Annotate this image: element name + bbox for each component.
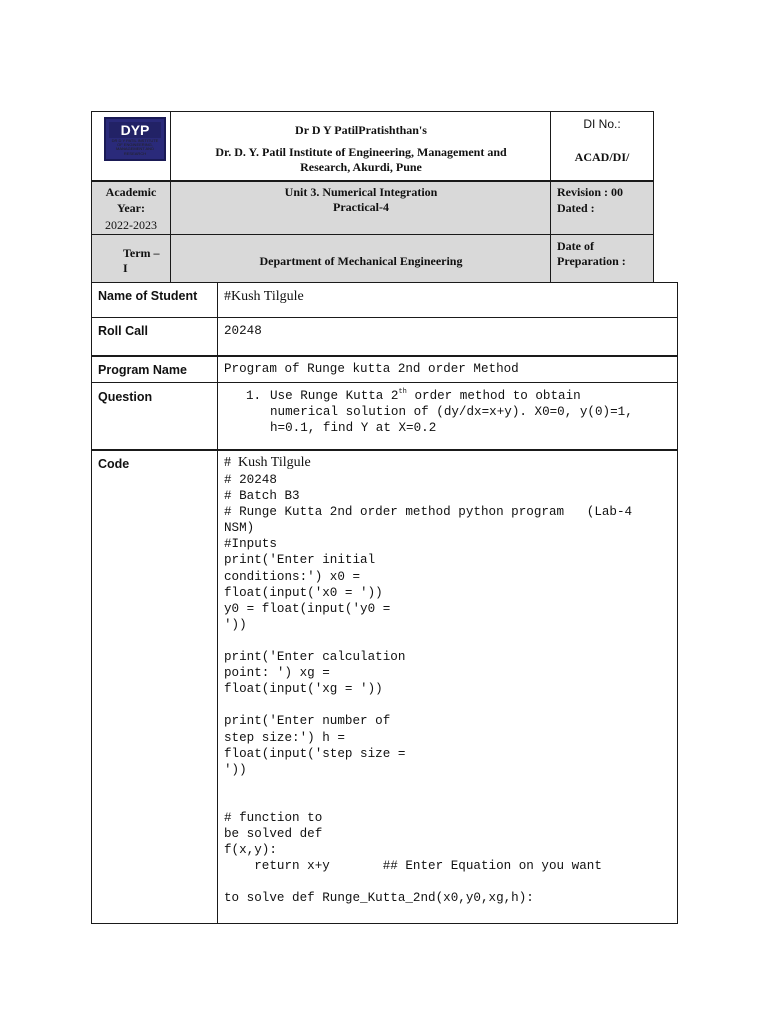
question-superscript: th <box>398 388 407 396</box>
code-label: Code <box>98 457 130 471</box>
question-line1 <box>270 388 581 404</box>
di-no-label: DI No.: <box>583 117 621 131</box>
code-line: float(input('step size = <box>224 746 406 761</box>
roll-label: Roll Call <box>98 324 149 338</box>
question-number: 1. <box>246 389 262 403</box>
code-line: #Inputs <box>224 537 277 552</box>
code-line: # Batch B3 <box>224 489 300 504</box>
code-line: y0 = float(input('y0 = <box>224 601 391 616</box>
code-line: NSM) <box>224 521 255 536</box>
code-first-line: # Kush Tilgule <box>224 455 311 470</box>
department: Department of Mechanical Engineering <box>259 254 463 268</box>
student-label: Name of Student <box>98 289 198 303</box>
code-line: point: ') xg = <box>224 666 330 681</box>
code-line: float(input('x0 = ')) <box>224 585 383 600</box>
code-line <box>224 633 676 649</box>
code-line: be solved def <box>224 827 323 842</box>
trust-name: Dr D Y PatilPratishthan's <box>295 123 427 137</box>
question-line3: h=0.1, find Y at X=0.2 <box>270 421 437 435</box>
institute-name-line1: Dr. D. Y. Patil Institute of Engineering, Management and <box>215 145 507 159</box>
roll-value: 20248 <box>224 324 262 338</box>
code-line <box>224 778 676 794</box>
student-value: #Kush Tilgule <box>224 289 304 304</box>
code-line: to solve def Runge_Kutta_2nd(x0,y0,xg,h): <box>224 891 534 906</box>
code-line: print('Enter initial <box>224 553 376 568</box>
practical-title: Practical-4 <box>333 200 389 214</box>
code-line: f(x,y): <box>224 843 277 858</box>
code-line: ')) <box>224 617 247 632</box>
code-line: # function to <box>224 810 323 825</box>
term-label-2: I <box>123 261 128 275</box>
code-line: return x+y ## Enter Equation on you want <box>224 859 602 874</box>
date-of-preparation-2: Preparation : <box>557 254 626 268</box>
code-line: # Runge Kutta 2nd order method python program (Lab-4 <box>224 505 633 520</box>
code-line: print('Enter calculation <box>224 650 406 665</box>
date-of-preparation-1: Date of <box>557 239 594 253</box>
unit-title: Unit 3. Numerical Integration <box>284 185 438 199</box>
question-label: Question <box>98 390 153 404</box>
academic-year-value: 2022-2023 <box>105 218 157 232</box>
code-block <box>224 472 676 907</box>
institute-name-line2: Research, Akurdi, Pune <box>300 160 422 174</box>
code-line <box>224 794 676 810</box>
code-line <box>224 874 676 890</box>
logo-subtext: DR D Y PATIL INSTITUTE OF ENGINEERING, MANAGEMENT AND RESEARCH <box>111 138 159 156</box>
dated: Dated : <box>557 201 595 215</box>
code-line: ')) <box>224 762 247 777</box>
academic-year-label-1: Academic <box>105 185 157 199</box>
logo-mark: DYP <box>109 122 161 138</box>
revision: Revision : 00 <box>557 185 623 199</box>
program-label: Program Name <box>98 363 187 377</box>
question-line2: numerical solution of (dy/dx=x+y). X0=0, y(0)=1, <box>270 405 633 419</box>
code-line: print('Enter number of <box>224 714 391 729</box>
code-line: step size:') h = <box>224 730 345 745</box>
code-line <box>224 697 676 713</box>
institute-logo <box>104 117 166 161</box>
question-line1-a: Use Runge Kutta 2 <box>270 389 399 403</box>
academic-year-label-2: Year: <box>117 201 145 215</box>
program-value: Program of Runge kutta 2nd order Method <box>224 362 519 376</box>
question-line1-b: order method to obtain <box>406 389 581 403</box>
code-line: # 20248 <box>224 473 277 487</box>
term-label-1: Term – <box>123 246 160 260</box>
code-line: float(input('xg = ')) <box>224 682 383 697</box>
code-line: conditions:') x0 = <box>224 569 361 584</box>
di-no-value: ACAD/DI/ <box>574 150 630 164</box>
